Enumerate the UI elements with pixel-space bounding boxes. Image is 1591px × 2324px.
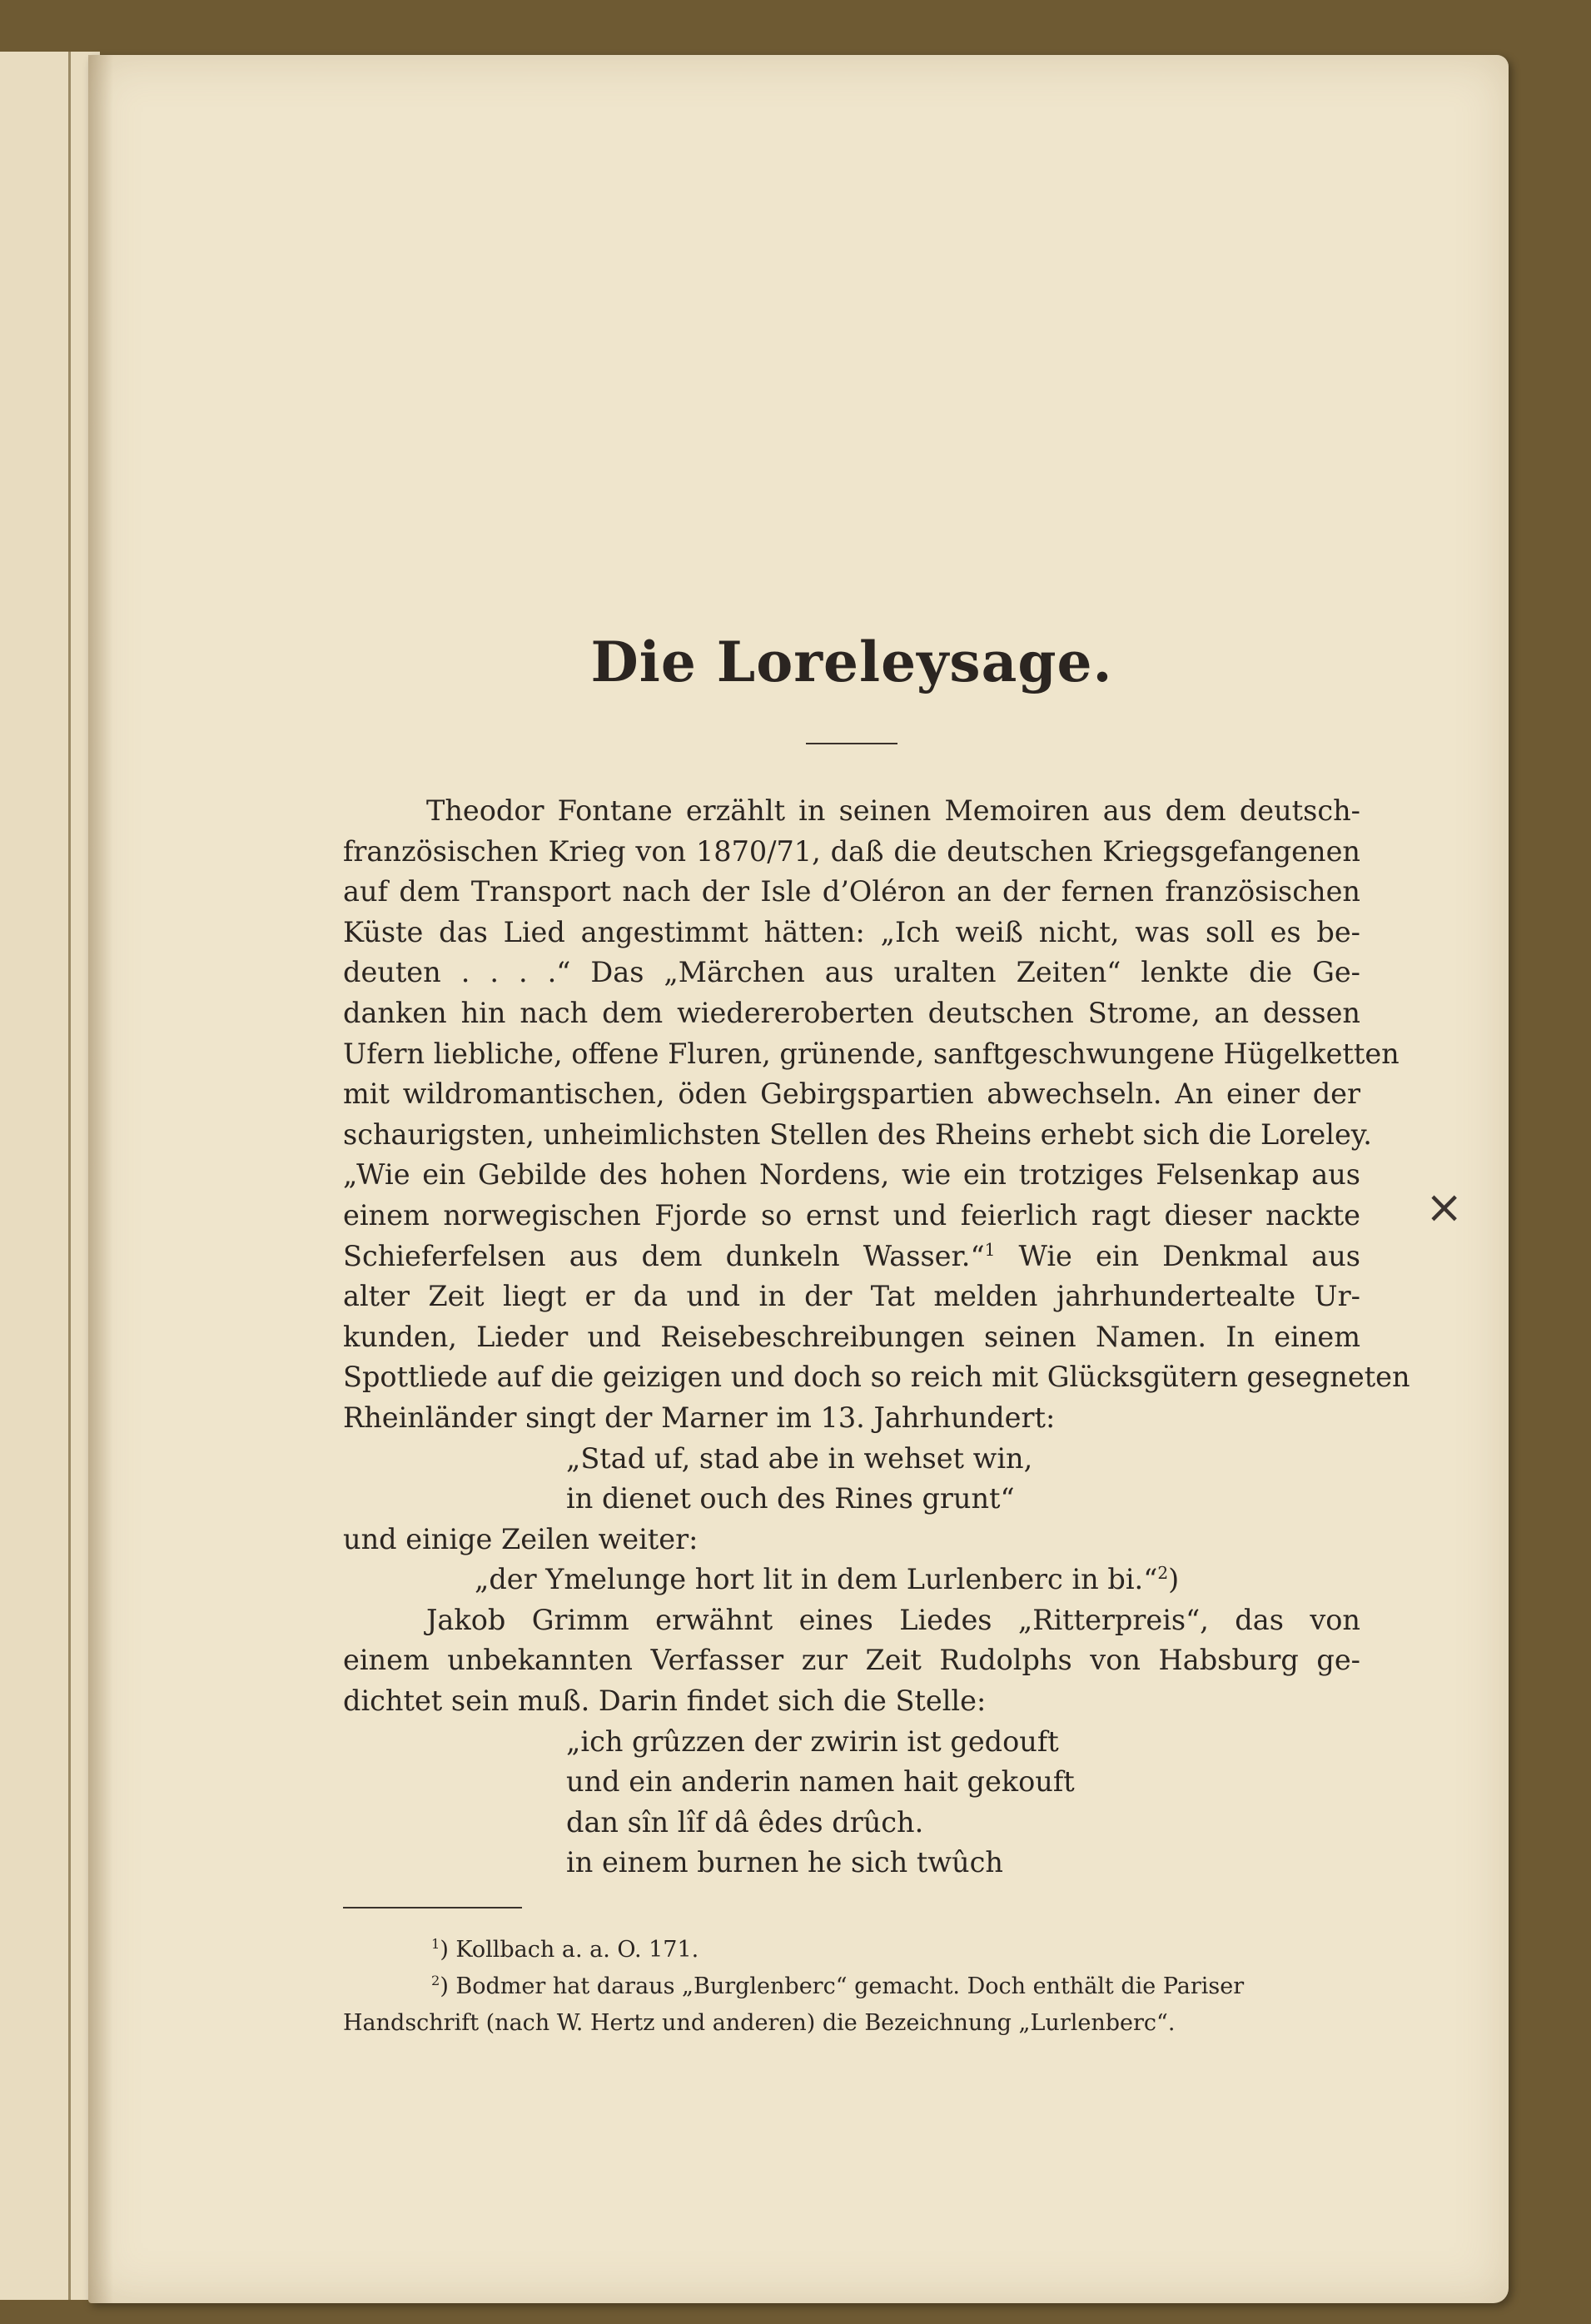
text-line-with-footnote	[343, 1237, 1360, 1277]
verse-line: dan sîn lîf dâ êdes drûch.	[566, 1805, 924, 1839]
text-line: deuten . . . .“ Das „Märchen aus uralten Zeiten“ lenkte die Ge-	[343, 956, 1360, 989]
footnote-text: ) Bodmer hat daraus „Burglenberc“ gemacht. Doch enthält die Pariser	[440, 1973, 1245, 1999]
text-line: auf dem Transport nach der Isle d’Oléron an der fernen französischen	[343, 875, 1360, 908]
body-text	[343, 791, 1410, 1884]
footnote-1	[343, 1932, 1360, 1968]
verse-line: „ich grûzzen der zwirin ist gedouft	[566, 1724, 1059, 1758]
text-line: französischen Krieg von 1870/71, daß die deutschen Kriegsgefangenen	[343, 834, 1360, 868]
verse-line: und ein anderin namen hait gekouft	[566, 1765, 1075, 1799]
footnote-2-continued	[343, 2005, 1360, 2042]
text-segment: „der Ymelunge hort lit in dem Lurlenberc in bi.“	[475, 1563, 1158, 1596]
verse-line: in einem burnen he sich twûch	[566, 1846, 1003, 1879]
page-title: Die Loreleysage.	[590, 630, 1113, 694]
page-gutter-shadow	[88, 55, 113, 2303]
connector-line: und einige Zeilen weiter:	[343, 1522, 699, 1555]
margin-cross-mark: ×	[1425, 1181, 1464, 1233]
text-line: kunden, Lieder und Reisebeschreibungen seinen Namen. In einem	[343, 1320, 1360, 1353]
text-segment: Schieferfelsen aus dem dunkeln Wasser.“	[343, 1239, 985, 1272]
text-line: alter Zeit liegt er da und in der Tat melden jahrhundertealte Ur-	[343, 1280, 1360, 1313]
text-line: Rheinländer singt der Marner im 13. Jahrhundert:	[343, 1401, 1056, 1434]
footnotes	[343, 1932, 1360, 2042]
verse-line-with-footnote: „der Ymelunge hort lit in dem Lurlenberc in bi.“$^2$)	[475, 1563, 1180, 1596]
verse-line: „Stad uf, stad abe in wehset win,	[566, 1441, 1033, 1475]
text-line: Ufern liebliche, offene Fluren, grünende, sanftgeschwungene Hügelketten	[343, 1037, 1400, 1070]
footnote-reference-2: 2	[1157, 1563, 1169, 1584]
footnote-divider	[343, 1907, 522, 1908]
text-line: einem unbekannten Verfasser zur Zeit Rudolphs von Habsburg ge-	[343, 1644, 1360, 1677]
footnote-reference-1: 1	[984, 1239, 996, 1260]
text-line: „Wie ein Gebilde des hohen Nordens, wie ein trotziges Felsenkap aus	[343, 1158, 1360, 1192]
text-line: schaurigsten, unheimlichsten Stellen des Rheins erhebt sich die Loreley.	[343, 1117, 1372, 1151]
footnote-text: ) Kollbach a. a. O. 171.	[440, 1937, 699, 1963]
book-page	[88, 55, 1509, 2303]
footnote-2	[343, 1968, 1360, 2005]
text-line: einem norwegischen Fjorde so ernst und feierlich ragt dieser nackte	[343, 1198, 1360, 1232]
text-line: danken hin nach dem wiedereroberten deutschen Strome, an dessen	[343, 996, 1360, 1029]
text-line: Jakob Grimm erwähnt eines Liedes „Ritterpreis“, das von	[426, 1603, 1360, 1636]
facing-page	[0, 52, 100, 2300]
footnote-mark: 2	[431, 1973, 440, 1988]
text-line: Spottliede auf die geizigen und doch so reich mit Glücksgütern gesegneten	[343, 1361, 1410, 1394]
text-line: Küste das Lied angestimmt hätten: „Ich weiß nicht, was soll es be-	[343, 915, 1360, 948]
text-line: mit wildromantischen, öden Gebirgspartien abwechseln. An einer der	[343, 1077, 1360, 1111]
facing-page-edge	[68, 52, 71, 2300]
footnote-text: Handschrift (nach W. Hertz und anderen) die Bezeichnung „Lurlenberc“.	[343, 2010, 1176, 2036]
footnote-mark: 1	[431, 1936, 440, 1952]
verse-line: in dienet ouch des Rines grunt“	[566, 1482, 1015, 1515]
text-line: Theodor Fontane erzählt in seinen Memoiren aus dem deutsch-	[426, 794, 1360, 827]
text-segment: Wie ein Denkmal aus	[995, 1239, 1360, 1272]
title-divider	[806, 743, 897, 744]
text-line: dichtet sein muß. Darin findet sich die Stelle:	[343, 1685, 987, 1718]
